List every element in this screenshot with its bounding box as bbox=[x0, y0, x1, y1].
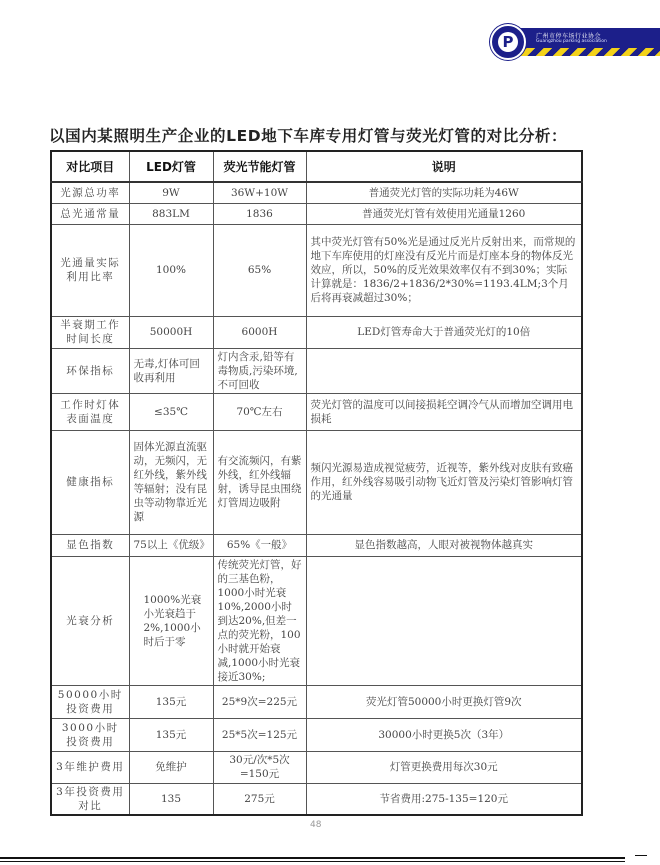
row-led: 75以上《优级》 bbox=[129, 534, 213, 556]
column-header-fluorescent: 荧光节能灯管 bbox=[213, 151, 306, 182]
table-row bbox=[51, 224, 582, 316]
comparison-table bbox=[50, 150, 583, 816]
row-note: 节省费用:275-135=120元 bbox=[306, 783, 582, 815]
row-item: 3年投资费用对比 bbox=[51, 783, 129, 815]
column-header-led: LED灯管 bbox=[129, 151, 213, 182]
row-led: 50000H bbox=[129, 316, 213, 348]
association-banner bbox=[510, 28, 660, 56]
row-note: 灯管更换费用每次30元 bbox=[306, 751, 582, 783]
row-note: 荧光灯管的温度可以间接损耗空调冷气从而增加空调用电损耗 bbox=[306, 393, 582, 430]
parking-p-letter: P bbox=[498, 32, 518, 52]
row-item: 工作时灯体表面温度 bbox=[51, 393, 129, 430]
row-led: 无毒,灯体可回收再利用 bbox=[129, 348, 213, 393]
row-fluorescent: 25*9次=225元 bbox=[213, 685, 306, 718]
row-note bbox=[306, 348, 582, 393]
row-led: 135元 bbox=[129, 685, 213, 718]
page-number: 48 bbox=[310, 820, 322, 830]
column-header-item: 对比项目 bbox=[51, 151, 129, 182]
table-row bbox=[51, 751, 582, 783]
association-name-cn: 广州市停车场行业协会 bbox=[536, 33, 602, 40]
row-fluorescent: 6000H bbox=[213, 316, 306, 348]
row-item: 光源总功率 bbox=[51, 182, 129, 203]
row-led: 固体光源直流驱动，无频闪，无红外线，紫外线等辐射；没有昆虫等动物靠近光源 bbox=[129, 430, 213, 534]
row-note: 30000小时更换5次（3年） bbox=[306, 718, 582, 751]
row-led: 免维护 bbox=[129, 751, 213, 783]
row-fluorescent: 30元/次*5次=150元 bbox=[213, 751, 306, 783]
row-item: 3000小时投资费用 bbox=[51, 718, 129, 751]
row-item: 光通量实际利用比率 bbox=[51, 224, 129, 316]
row-item: 半衰期工作时间长度 bbox=[51, 316, 129, 348]
table-row bbox=[51, 182, 582, 203]
table-header-row bbox=[51, 151, 582, 182]
footer-rule-thin bbox=[0, 861, 625, 862]
footer-rule bbox=[0, 857, 625, 859]
row-led: 9W bbox=[129, 182, 213, 203]
row-fluorescent: 36W+10W bbox=[213, 182, 306, 203]
table-row bbox=[51, 718, 582, 751]
row-fluorescent: 传统荧光灯管，好的三基色粉，1000小时光衰10%,2000小时到达20%,但差一点的荧光粉，100小时就开始衰减,1000小时光衰接近30%; bbox=[213, 556, 306, 685]
table-row bbox=[51, 348, 582, 393]
row-note: 普通荧光灯管有效使用光通量1260 bbox=[306, 203, 582, 224]
row-led: ≤35℃ bbox=[129, 393, 213, 430]
table-row bbox=[51, 783, 582, 815]
table-row bbox=[51, 685, 582, 718]
row-item: 总光通常量 bbox=[51, 203, 129, 224]
row-item: 环保指标 bbox=[51, 348, 129, 393]
row-item: 3年维护费用 bbox=[51, 751, 129, 783]
row-note bbox=[306, 556, 582, 685]
row-fluorescent: 65%《一般》 bbox=[213, 534, 306, 556]
row-fluorescent: 有交流频闪，有紫外线，红外线辐射，诱导昆虫围绕灯管周边吸附 bbox=[213, 430, 306, 534]
row-fluorescent: 1836 bbox=[213, 203, 306, 224]
row-fluorescent: 275元 bbox=[213, 783, 306, 815]
row-item: 50000小时投资费用 bbox=[51, 685, 129, 718]
footer-mark bbox=[635, 855, 647, 856]
row-item: 光衰分析 bbox=[51, 556, 129, 685]
table-row bbox=[51, 316, 582, 348]
row-item: 健康指标 bbox=[51, 430, 129, 534]
table-row bbox=[51, 393, 582, 430]
table-row bbox=[51, 430, 582, 534]
row-note: 荧光灯管50000小时更换灯管9次 bbox=[306, 685, 582, 718]
row-note: 显色指数越高，人眼对被视物体越真实 bbox=[306, 534, 582, 556]
association-name-en: Guangzhou parking association bbox=[536, 39, 607, 44]
parking-logo-icon bbox=[490, 24, 526, 60]
row-fluorescent: 65% bbox=[213, 224, 306, 316]
row-fluorescent: 70℃左右 bbox=[213, 393, 306, 430]
row-fluorescent: 25*5次=125元 bbox=[213, 718, 306, 751]
row-led: 100% bbox=[129, 224, 213, 316]
section-heading: 以国内某照明生产企业的LED地下车库专用灯管与荧光灯管的对比分析： bbox=[49, 127, 568, 145]
table-row bbox=[51, 534, 582, 556]
column-header-note: 说明 bbox=[306, 151, 582, 182]
table-row bbox=[51, 556, 582, 685]
row-led: 135 bbox=[129, 783, 213, 815]
row-item: 显色指数 bbox=[51, 534, 129, 556]
row-fluorescent: 灯内含汞,铅等有毒物质,污染环境,不可回收 bbox=[213, 348, 306, 393]
row-note: LED灯管寿命大于普通荧光灯的10倍 bbox=[306, 316, 582, 348]
table-row bbox=[51, 203, 582, 224]
row-led: 883LM bbox=[129, 203, 213, 224]
row-note: 其中荧光灯管有50%光是通过反光片反射出来，而常规的地下车库使用的灯座没有反光片而是灯座本身的物体反光效应，所以，50%的反光效果效率仅有不到30%；实际计算就是：1836/2+1836/2*30%=1193.4LM;3个月后将再衰减超过30%； bbox=[306, 224, 582, 316]
hazard-stripes bbox=[510, 48, 660, 56]
row-note: 普通荧光灯管的实际功耗为46W bbox=[306, 182, 582, 203]
row-note: 频闪光源易造成视觉疲劳，近视等，紫外线对皮肤有致癌作用，红外线容易吸引动物飞近灯管及污染灯管影响灯管的光通量 bbox=[306, 430, 582, 534]
row-led: 1000%光衰小光衰趋于2%,1000小时后于零 bbox=[129, 556, 213, 685]
row-led: 135元 bbox=[129, 718, 213, 751]
